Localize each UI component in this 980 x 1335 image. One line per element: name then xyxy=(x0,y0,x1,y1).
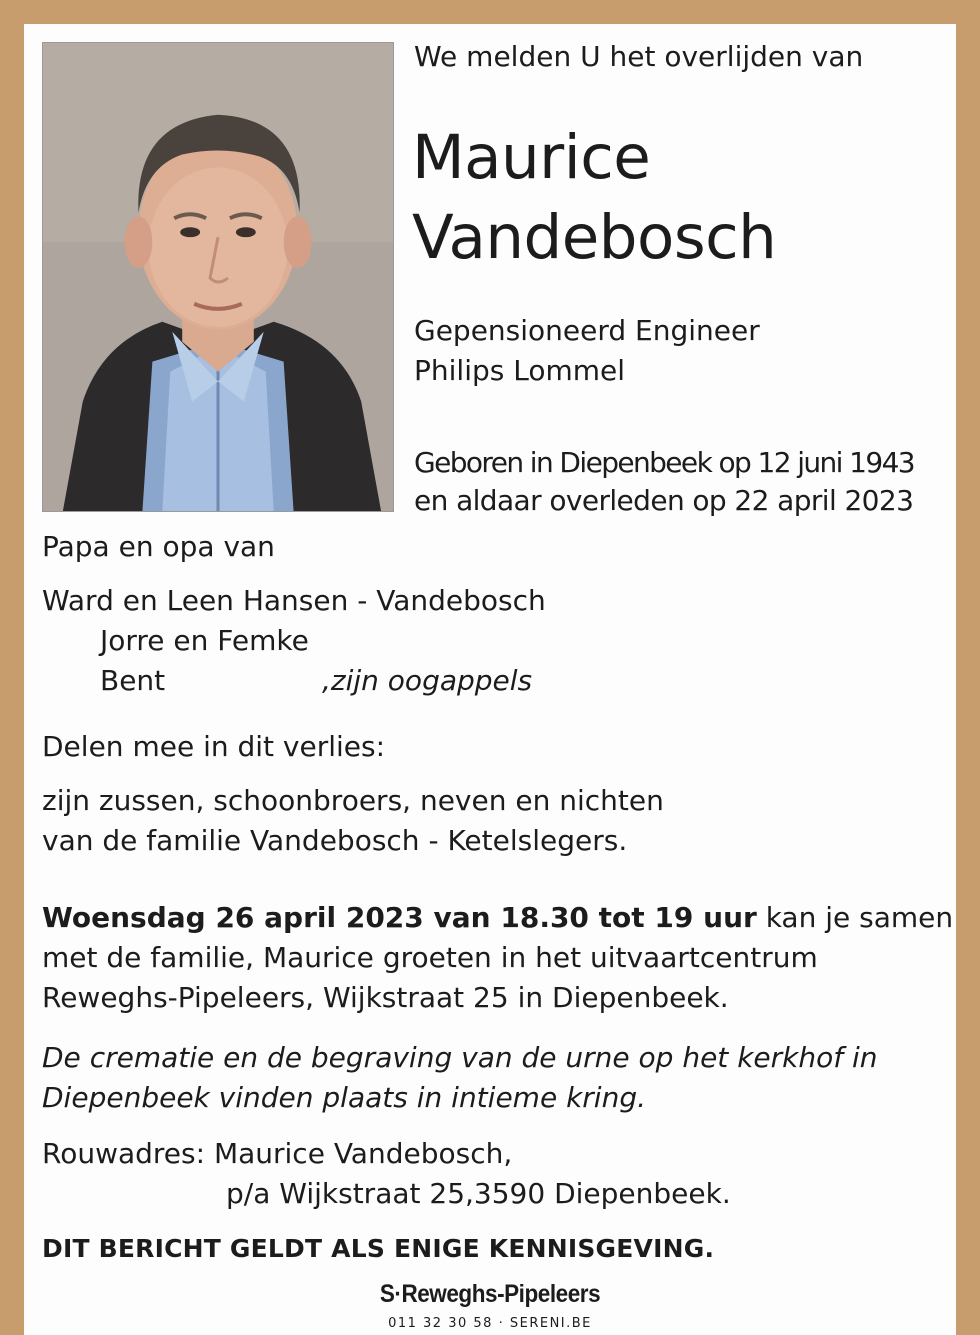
frame-left-edge xyxy=(0,514,24,1335)
visitation-line-1-rest: kan je samen xyxy=(756,901,954,934)
funeral-home-contact xyxy=(314,1316,666,1331)
family-heading: Papa en opa van xyxy=(42,530,275,563)
contact-separator: · xyxy=(498,1316,505,1331)
visitation-line-1 xyxy=(42,901,953,934)
shared-line-2: van de familie Vandebosch - Ketelslegers. xyxy=(42,824,628,857)
notice-text: DIT BERICHT GELDT ALS ENIGE KENNISGEVING. xyxy=(42,1234,715,1263)
portrait-photo xyxy=(42,42,394,512)
website: SERENI.BE xyxy=(509,1316,592,1331)
death-line: en aldaar overleden op 22 april 2023 xyxy=(414,484,914,517)
deceased-last-name: Vandebosch xyxy=(412,202,777,273)
grandchildren-line-2: Bent xyxy=(100,664,166,697)
employer: Philips Lommel xyxy=(414,354,626,387)
job-title: Gepensioneerd Engineer xyxy=(414,314,760,347)
shared-line-1: zijn zussen, schoonbroers, neven en nichten xyxy=(42,784,664,817)
funeral-home-logo: S·Reweghs-Pipeleers xyxy=(379,1280,601,1308)
portrait-illustration xyxy=(43,43,393,511)
children-line: Ward en Leen Hansen - Vandebosch xyxy=(42,584,546,617)
phone-number: 011 32 30 58 xyxy=(388,1316,493,1331)
address-line-2: p/a Wijkstraat 25,3590 Diepenbeek. xyxy=(226,1177,731,1210)
deceased-first-name: Maurice xyxy=(412,122,651,193)
cremation-line-2: Diepenbeek vinden plaats in intieme kring. xyxy=(42,1081,646,1114)
address-line-1: Rouwadres: Maurice Vandebosch, xyxy=(42,1137,513,1170)
cremation-line-1: De crematie en de begraving van de urne op het kerkhof in xyxy=(42,1041,878,1074)
intro-text: We melden U het overlijden van xyxy=(414,40,864,73)
grandchildren-note: ,zijn oogappels xyxy=(322,664,533,697)
visitation-line-2: met de familie, Maurice groeten in het uitvaartcentrum xyxy=(42,941,818,974)
visitation-line-3: Reweghs-Pipeleers, Wijkstraat 25 in Diepenbeek. xyxy=(42,981,729,1014)
frame-right-edge xyxy=(956,514,980,1335)
birth-line: Geboren in Diepenbeek op 12 juni 1943 xyxy=(414,446,915,479)
shared-heading: Delen mee in dit verlies: xyxy=(42,730,386,763)
grandchildren-line-1: Jorre en Femke xyxy=(100,624,309,657)
visitation-datetime: Woensdag 26 april 2023 van 18.30 tot 19 uur xyxy=(42,901,757,934)
funeral-home-footer xyxy=(314,1272,666,1335)
